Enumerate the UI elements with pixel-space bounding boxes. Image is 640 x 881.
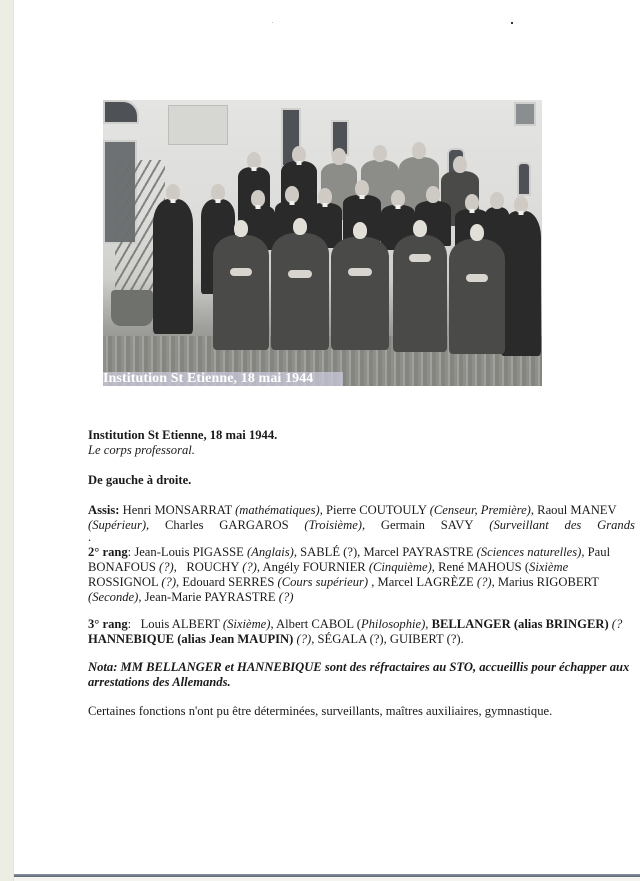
text-run: (Cours supérieur) [277, 575, 369, 589]
text-run: (Sciences naturelles) [476, 545, 582, 559]
footer-note-text: Certaines fonctions n'ont pu être déterminées, surveillants, maîtres auxiliaires, gymnastique. [88, 704, 553, 718]
text-run: (Sixième) [222, 617, 271, 631]
assis-line-3 [88, 530, 635, 545]
text-run: Henri MONSARRAT [119, 503, 236, 517]
window [514, 102, 536, 126]
person-seated [271, 218, 329, 350]
text-run: (? [608, 617, 623, 631]
text-run: (?) [476, 575, 492, 589]
rang2-text [128, 545, 610, 559]
person-seated [393, 220, 447, 352]
text-run: (mathématiques) [235, 503, 320, 517]
rang2-text [88, 590, 293, 604]
rang3-text [128, 617, 623, 631]
assis-word: Germain [380, 518, 425, 532]
group-photograph [103, 100, 542, 386]
text-run: , Marius RIGOBERT [491, 575, 599, 589]
text-run: , Edouard SERRES [176, 575, 278, 589]
text-run: (Cinquième) [368, 560, 432, 574]
person-standing [501, 196, 541, 356]
rang3-text [88, 632, 464, 646]
text-run: , SABLÉ (?), Marcel PAYRASTRE [293, 545, 477, 559]
person-seated [331, 222, 389, 350]
text-run: (?) [159, 560, 174, 574]
assis-word: (Troisième), [304, 518, 366, 532]
assis-word: (Surveillant [489, 518, 549, 532]
footer-note [88, 704, 635, 719]
scan-bottom-margin [14, 877, 640, 881]
plant-pot [111, 290, 153, 326]
assis-word: (Supérieur), [88, 518, 150, 532]
text-run: : Louis ALBERT [127, 617, 223, 631]
text-run: , Pierre COUTOULY [319, 503, 430, 517]
text-run: HANNEBIQUE (alias Jean MAUPIN) [88, 632, 294, 646]
nota-text: arrestations des Allemands. [88, 675, 231, 689]
rang2-line-1 [88, 545, 635, 560]
scan-speck [511, 22, 513, 24]
text-run: : Jean-Louis PIGASSE [127, 545, 247, 559]
assis-word: Grands [597, 518, 635, 532]
rang2-line-3 [88, 575, 635, 590]
text-run: , [425, 617, 432, 631]
assis-word: GARGAROS [219, 518, 289, 532]
document-subtitle [88, 443, 635, 458]
assis-word: des [564, 518, 582, 532]
rang2-line-4 [88, 590, 635, 605]
text-run: BONAFOUS [88, 560, 160, 574]
text-run: (?) [293, 632, 312, 646]
rang2-line-2 [88, 560, 635, 575]
nota-text: Nota: MM BELLANGER et HANNEBIQUE sont des réfractaires au STO, accueillis pour échapper aux [88, 660, 630, 674]
person-seated [213, 220, 269, 350]
arched-window [103, 100, 139, 124]
scan-speck [272, 22, 273, 23]
scan-left-edge [0, 0, 14, 881]
text-run: (Censeur, Première) [429, 503, 531, 517]
text-run: , ROUCHY [173, 560, 243, 574]
rang2-label: 2° rang [88, 545, 128, 559]
direction-label: De gauche à droite. [88, 473, 192, 487]
text-run: , Albert CABOL ( [270, 617, 361, 631]
rang2-text [88, 560, 568, 574]
text-run: ROSSIGNOL [88, 575, 162, 589]
subtitle: Le corps professoral. [88, 443, 195, 457]
rang2-text [88, 575, 599, 589]
assis-line-1 [88, 503, 635, 518]
text-run: , René MAHOUS ( [431, 560, 530, 574]
text-run: (Seconde) [88, 590, 139, 604]
text-run: , Marcel LAGRÈZE [368, 575, 477, 589]
document-title [88, 428, 635, 443]
rang3-line-2 [88, 632, 635, 647]
text-run: Sixième [529, 560, 569, 574]
text-run: , SÉGALA (?), GUIBERT (?). [311, 632, 464, 646]
window [517, 162, 531, 196]
nota-line-1 [88, 660, 635, 675]
person-seated [449, 224, 505, 354]
title: Institution St Etienne, 18 mai 1944. [88, 428, 278, 442]
text-run: Philosophie) [360, 617, 426, 631]
text-run: , Paul [581, 545, 611, 559]
assis-word: Charles [165, 518, 204, 532]
person-standing [153, 184, 193, 334]
text-run: , Angély FOURNIER [256, 560, 369, 574]
text-run: , Jean-Marie PAYRASTRE [138, 590, 279, 604]
text-run: (Anglais) [246, 545, 294, 559]
text-run: (?) [161, 575, 177, 589]
direction-heading [88, 473, 635, 488]
text-run: , Raoul MANEV [530, 503, 617, 517]
assis-text [120, 503, 617, 517]
text-run: (?) [278, 590, 294, 604]
rang3-line-1 [88, 617, 635, 632]
photo-caption: Institution St Etienne, 18 mai 1944 [103, 372, 343, 386]
nota-line-2 [88, 675, 635, 690]
text-run: BELLANGER (alias BRINGER) [431, 617, 609, 631]
assis-word: SAVY [440, 518, 474, 532]
rang3-label: 3° rang [88, 617, 128, 631]
assis-dot: . [88, 530, 92, 544]
assis-label: Assis: [88, 503, 120, 517]
text-run: (?) [242, 560, 257, 574]
wall-plaque [168, 105, 228, 145]
